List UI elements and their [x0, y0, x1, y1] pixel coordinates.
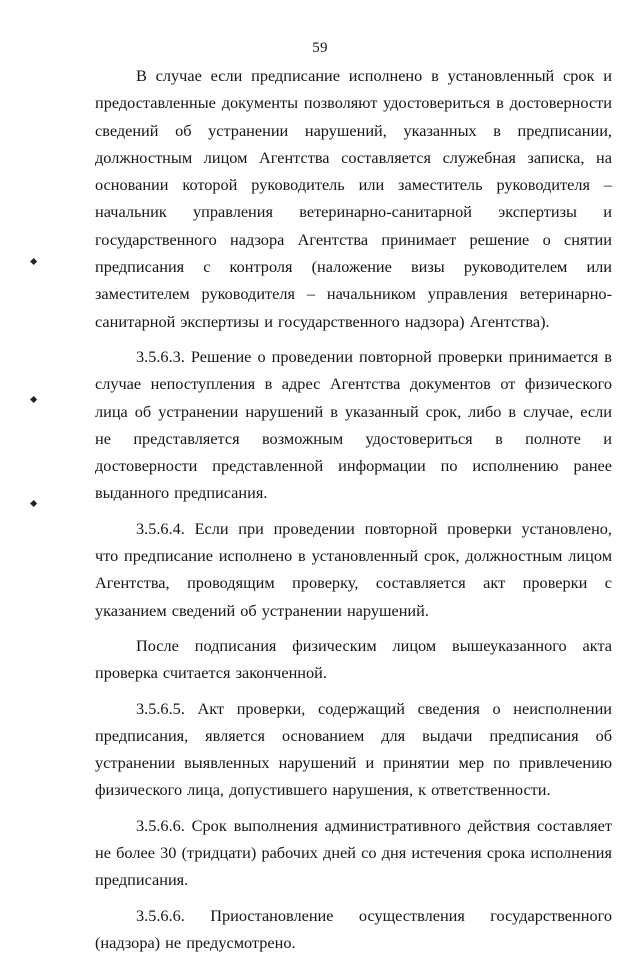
- paragraph-3-5-6-4: 3.5.6.4. Если при проведении повторной проверки установлено, что предписание исполнено в установленный срок, должностным лицом Агентства, проводящим проверку, составляется акт проверки с указанием сведений об устранении нарушений.: [95, 518, 612, 620]
- paragraph-inspection-completed: После подписания физическим лицом вышеуказанного акта проверка считается законченной.: [95, 635, 612, 683]
- paragraph-3-5-6-5: 3.5.6.5. Акт проверки, содержащий сведения о неисполнении предписания, является основанием для выдачи предписания об устранении выявленных нарушений и принятии мер по привлечению физического лица, допустившего нарушения, к ответственности.: [95, 698, 612, 800]
- paragraph-3-5-6-6-suspension: 3.5.6.6. Приостановление осуществления государственного (надзора) не предусмотрено.: [95, 905, 612, 952]
- page-number: 59: [312, 40, 328, 56]
- margin-bullet-mark: [30, 500, 37, 507]
- margin-bullet-mark: [30, 396, 37, 403]
- paragraph-3-5-6-6-term: 3.5.6.6. Срок выполнения административного действия составляет не более 30 (тридцати) рабочих дней со дня истечения срока исполнения предписания.: [95, 815, 612, 890]
- margin-bullet-mark: [30, 258, 37, 265]
- paragraph-3-5-6-3: 3.5.6.3. Решение о проведении повторной проверки принимается в случае непоступления в адрес Агентства документов от физического лица об устранении нарушений в указанный срок, либо в случае, если не представляется возможным удостовериться в полноте и достоверности представленной информации по исполнению ранее выданного предписания.: [95, 346, 612, 503]
- document-body: [95, 62, 612, 963]
- paragraph-removal-of-order: В случае если предписание исполнено в установленный срок и предоставленные документы позволяют удостовериться в достоверности сведений об устранении нарушений, указанных в предписании, должностным лицом Агентства составляется служебная записка, на основании которой руководитель или заместитель руководителя – начальник управления ветеринарно-санитарной экспертизы и государственного надзора Агентства принимает решение о снятии предписания с контроля (наложение визы руководителем или заместителем руководителя – начальником управления ветеринарно-санитарной экспертизы и государственного надзора) Агентства).: [95, 66, 612, 331]
